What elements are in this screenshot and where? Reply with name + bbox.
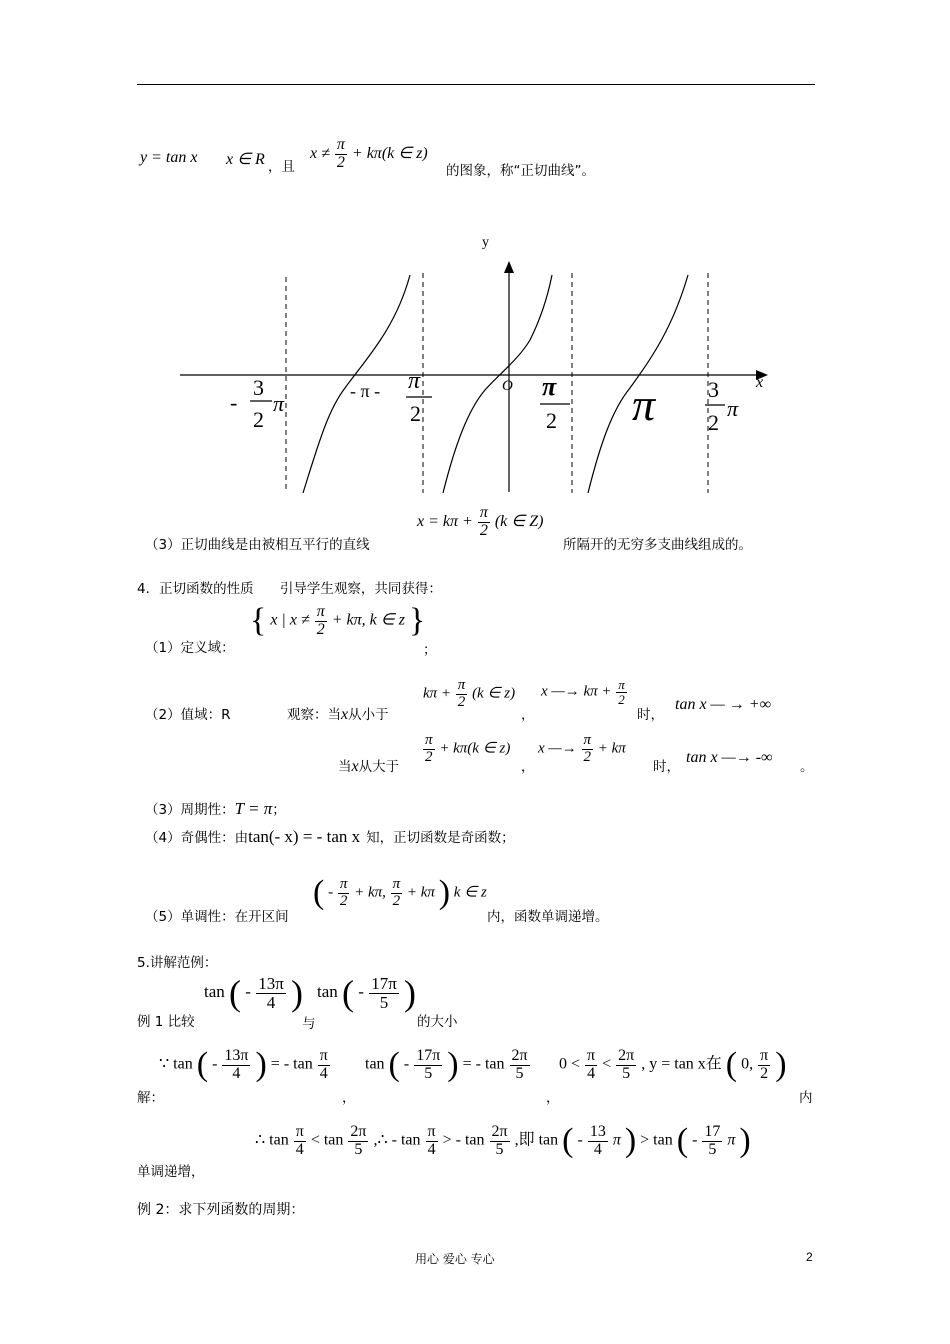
example2: 例 2：求下列函数的周期： bbox=[137, 1202, 305, 1218]
tick-neg-3half-pi: π bbox=[273, 391, 285, 416]
p2-shi: 时， bbox=[637, 707, 664, 723]
right-brace: } bbox=[408, 602, 426, 639]
tick-3half-den: 2 bbox=[708, 410, 719, 435]
frac-num: 2π bbox=[350, 1122, 367, 1140]
p4-label: （4）奇偶性：由 bbox=[145, 830, 249, 846]
eq-neg-tan: = - tan bbox=[462, 1055, 505, 1073]
frac-num: π bbox=[316, 602, 325, 620]
frac-num: π bbox=[618, 677, 625, 692]
x-axis-label: x bbox=[756, 374, 764, 391]
p2-result2: tan x —→ -∞ bbox=[686, 749, 773, 766]
frac-num: 13π bbox=[224, 1046, 249, 1064]
therefore: ∴ tan bbox=[255, 1131, 289, 1149]
frac-den: 4 bbox=[587, 1064, 596, 1082]
frac-num: 2π bbox=[511, 1046, 528, 1064]
tick-neg-3half-num: 3 bbox=[253, 375, 264, 400]
left-paren: ( bbox=[313, 874, 325, 911]
p2-comma2: ， bbox=[521, 759, 535, 775]
right-paren: ) bbox=[739, 1122, 751, 1159]
sol-frac-b bbox=[318, 1048, 330, 1083]
ex1-tail: 的大小 bbox=[417, 1014, 458, 1030]
eq-pre: x = kπ + bbox=[417, 512, 473, 530]
frac-num: 17 bbox=[704, 1122, 721, 1140]
tick-neg-3half-sign: - bbox=[230, 390, 238, 415]
p1-frac bbox=[315, 604, 327, 639]
frac-num: π bbox=[760, 1046, 769, 1064]
frac-num: 2π bbox=[618, 1046, 635, 1064]
frac-num: 2π bbox=[491, 1122, 508, 1140]
cond-frac bbox=[335, 137, 347, 172]
intro-cond bbox=[310, 137, 428, 172]
frac-num: 17π bbox=[416, 1046, 441, 1064]
sol2-frac-e bbox=[588, 1124, 608, 1159]
minus: - bbox=[577, 1131, 583, 1149]
ex1-frac1 bbox=[256, 975, 286, 1012]
frac-den: 2 bbox=[392, 892, 401, 909]
sol2-frac-c bbox=[426, 1124, 438, 1159]
left-paren: ( bbox=[562, 1122, 574, 1159]
frac-den: 2 bbox=[339, 892, 348, 909]
sol-expr2 bbox=[365, 1046, 531, 1084]
sol-frac-c bbox=[414, 1048, 442, 1083]
item3-label: （3）正切曲线是由被相互平行的直线 bbox=[145, 537, 370, 553]
minus: - bbox=[403, 1055, 410, 1073]
frac-den: 2 bbox=[618, 691, 625, 707]
sol2-frac-d bbox=[490, 1124, 510, 1159]
p4-parity bbox=[145, 826, 515, 847]
end: + kπ bbox=[406, 884, 435, 901]
right-paren: ) bbox=[624, 1122, 637, 1159]
section4-heading bbox=[137, 577, 442, 597]
frac-den: 4 bbox=[319, 1064, 328, 1082]
zero-lt: 0 < bbox=[559, 1055, 581, 1073]
tick-3half-pi: π bbox=[727, 396, 739, 421]
item3-frac bbox=[478, 505, 490, 540]
tick-neg-half-num: π bbox=[408, 368, 421, 394]
right-paren: ) bbox=[255, 1046, 267, 1083]
p2-kpi bbox=[423, 678, 515, 711]
frac-den: 2 bbox=[457, 693, 466, 710]
sol2-frac-f bbox=[702, 1124, 722, 1159]
tangent-branch-2 bbox=[443, 275, 552, 493]
frac-num: π bbox=[336, 136, 345, 153]
cond-pre: x ≠ bbox=[310, 144, 330, 162]
interval-pre: 0, bbox=[741, 1055, 754, 1073]
p2-result1: tan x — → +∞ bbox=[675, 696, 771, 713]
kpi-post: + kπ(k ∈ z) bbox=[439, 740, 511, 757]
minus: - bbox=[358, 981, 364, 1001]
ex1-frac2 bbox=[369, 975, 399, 1012]
var-x: x bbox=[341, 706, 349, 723]
p1-semi: ； bbox=[423, 642, 437, 658]
lt: < bbox=[602, 1055, 612, 1073]
tangent-graph bbox=[0, 225, 950, 525]
lt-tan: < tan bbox=[310, 1131, 344, 1149]
p5-interval bbox=[313, 874, 487, 912]
minus: - bbox=[328, 884, 334, 901]
frac-den: 2 bbox=[336, 153, 345, 171]
frac-num: π bbox=[319, 1046, 328, 1064]
cond: k ∈ z bbox=[453, 884, 487, 901]
right-paren: ) bbox=[775, 1046, 787, 1083]
p3-label: （3）周期性： bbox=[145, 802, 235, 818]
item3-tail: 所隔开的无穷多支曲线组成的。 bbox=[563, 537, 752, 553]
section5-heading: 5.讲解范例： bbox=[137, 955, 218, 971]
sol-expr3 bbox=[559, 1046, 787, 1084]
p5-tail: 内，函数单调递增。 bbox=[487, 909, 609, 925]
frac-num: π bbox=[295, 1122, 304, 1140]
p2-frac2 bbox=[423, 733, 435, 766]
p2-arrow1-frac bbox=[616, 678, 627, 706]
eq-neg-tan: = - tan bbox=[270, 1055, 313, 1073]
ex1-label: 例 1 比较 bbox=[137, 1014, 195, 1030]
left-paren: ( bbox=[725, 1046, 738, 1083]
kpi-post: (k ∈ z) bbox=[472, 685, 516, 702]
p5-label: （5）单调性：在开区间 bbox=[145, 909, 289, 925]
pi: π bbox=[727, 1131, 736, 1149]
minus: - bbox=[692, 1131, 698, 1149]
p4-eq: tan(- x) = - tan x bbox=[248, 827, 361, 846]
sol2-frac-a bbox=[294, 1124, 306, 1159]
sol-frac-a bbox=[222, 1048, 250, 1083]
frac-den: 5 bbox=[708, 1140, 717, 1158]
p4-tail: 知，正切函数是奇函数； bbox=[366, 830, 515, 846]
left-brace: { bbox=[250, 602, 267, 639]
frac-num: π bbox=[587, 1046, 596, 1064]
p2-observe bbox=[287, 703, 389, 724]
because: ∵ tan bbox=[159, 1055, 193, 1073]
frac-den: 4 bbox=[295, 1140, 304, 1158]
frac-den: 4 bbox=[232, 1064, 241, 1082]
p2-arrow1 bbox=[541, 678, 628, 706]
sol2-expr bbox=[255, 1122, 751, 1160]
frac-num: π bbox=[479, 504, 488, 521]
frac-num: π bbox=[392, 875, 401, 892]
arrow-pre: x —→ bbox=[538, 740, 577, 757]
p2-shi2: 时， bbox=[653, 759, 680, 775]
frac-num: π bbox=[425, 732, 433, 748]
minus: - bbox=[212, 1055, 218, 1073]
p1-label: （1）定义域： bbox=[145, 640, 235, 656]
frac-den: 2 bbox=[316, 620, 325, 638]
heading: 4．正切函数的性质 bbox=[137, 581, 254, 597]
right-paren: ) bbox=[438, 874, 451, 911]
p2-arrow2-frac bbox=[582, 733, 594, 766]
left-paren: ( bbox=[342, 973, 355, 1013]
gt-neg-tan: > - tan bbox=[442, 1131, 485, 1149]
y-tan: , y = tan x在 bbox=[641, 1055, 722, 1073]
y-axis-label: y bbox=[482, 235, 489, 250]
p3-eq: T = π bbox=[234, 799, 273, 818]
tick-neg-pi: - π - bbox=[350, 381, 381, 401]
frac-den: 5 bbox=[354, 1140, 363, 1158]
footer-text: 用心 爱心 专心 bbox=[415, 1252, 495, 1266]
sol2-frac-b bbox=[348, 1124, 368, 1159]
when: 当 bbox=[338, 759, 352, 775]
p2-label: （2）值域：R bbox=[145, 707, 231, 723]
page-number: 2 bbox=[806, 1250, 813, 1264]
ji: ,即 tan bbox=[514, 1131, 559, 1149]
arrow-post: + kπ bbox=[597, 740, 626, 757]
tick-3half-num: 3 bbox=[708, 377, 719, 402]
set-pre: x | x ≠ bbox=[270, 611, 310, 629]
p2-when2 bbox=[338, 755, 399, 776]
eq-post: (k ∈ Z) bbox=[494, 512, 544, 530]
frac-den: 2 bbox=[760, 1064, 769, 1082]
ex1-tan2 bbox=[317, 972, 416, 1014]
sol-nei: 内 bbox=[799, 1090, 813, 1106]
therefore2: ,∴ - tan bbox=[373, 1131, 421, 1149]
tick-half-num: π bbox=[542, 372, 557, 401]
cond-post: + kπ(k ∈ z) bbox=[351, 144, 428, 162]
from-above: 从大于 bbox=[358, 759, 400, 775]
sol-expr1 bbox=[159, 1046, 331, 1084]
frac-den: 5 bbox=[515, 1064, 524, 1082]
sol-frac-e bbox=[585, 1048, 597, 1083]
frac-num: π bbox=[427, 1122, 436, 1140]
tan: tan bbox=[317, 981, 338, 1001]
sol-comma1: ， bbox=[342, 1090, 356, 1106]
left-paren: ( bbox=[196, 1046, 209, 1083]
p2-period: 。 bbox=[800, 759, 814, 775]
pi: π bbox=[612, 1131, 621, 1149]
left-paren: ( bbox=[229, 973, 242, 1013]
p3-period bbox=[145, 798, 286, 819]
intro-and: ，且 bbox=[268, 159, 295, 175]
header-rule bbox=[137, 84, 815, 85]
frac-den: 2 bbox=[425, 748, 433, 765]
gt-tan: > tan bbox=[640, 1131, 673, 1149]
p2-comma: ， bbox=[521, 707, 535, 723]
frac-num: 13π bbox=[258, 973, 284, 993]
frac-num: 17π bbox=[371, 973, 397, 993]
p2-frac bbox=[456, 678, 468, 711]
mid: + kπ, bbox=[354, 884, 386, 901]
frac-num: π bbox=[339, 875, 348, 892]
ex1-yu: 与 bbox=[302, 1016, 316, 1032]
tick-half-den: 2 bbox=[546, 408, 557, 433]
ex1-tan1 bbox=[204, 972, 303, 1014]
p3-semi: ； bbox=[272, 802, 286, 818]
tan: tan bbox=[365, 1055, 385, 1073]
left-paren: ( bbox=[388, 1046, 400, 1083]
y-axis-arrow bbox=[504, 261, 514, 273]
frac-den: 2 bbox=[583, 748, 591, 765]
frac-den: 2 bbox=[479, 521, 488, 539]
sol-frac-g bbox=[758, 1048, 770, 1083]
p5-frac1 bbox=[338, 877, 350, 910]
left-paren: ( bbox=[676, 1122, 689, 1159]
kpi-pre: kπ + bbox=[423, 685, 452, 702]
minus: - bbox=[245, 981, 251, 1001]
frac-den: 5 bbox=[495, 1140, 504, 1158]
p2-kpi2 bbox=[422, 733, 510, 766]
right-paren: ) bbox=[447, 1046, 459, 1083]
subheading: 引导学生观察，共同获得： bbox=[279, 581, 442, 597]
var-x: x bbox=[351, 758, 359, 775]
set-post: + kπ, k ∈ z bbox=[331, 611, 405, 629]
frac-den: 5 bbox=[379, 992, 389, 1012]
item3-eq bbox=[417, 505, 543, 540]
p1-set bbox=[250, 602, 425, 640]
sol-frac-f bbox=[616, 1048, 636, 1083]
right-paren: ) bbox=[291, 973, 304, 1013]
frac-den: 5 bbox=[622, 1064, 631, 1082]
frac-num: π bbox=[457, 677, 466, 693]
origin-label: O bbox=[502, 378, 513, 394]
sol-comma2: ， bbox=[546, 1090, 560, 1106]
intro-domain: x ∈ R bbox=[226, 151, 265, 168]
sol-label: 解： bbox=[137, 1090, 164, 1106]
sol2-label: 单调递增， bbox=[137, 1164, 205, 1180]
tick-neg-half-den: 2 bbox=[410, 401, 421, 426]
arrow-pre: x —→ kπ + bbox=[541, 683, 612, 700]
observe: 观察：当 bbox=[287, 707, 341, 723]
right-paren: ) bbox=[404, 973, 417, 1013]
frac-den: 4 bbox=[593, 1140, 602, 1158]
tick-pi: π bbox=[632, 379, 656, 430]
frac-den: 4 bbox=[266, 992, 276, 1012]
sol-frac-d bbox=[510, 1048, 530, 1083]
from-below: 从小于 bbox=[348, 707, 389, 723]
frac-den: 5 bbox=[424, 1064, 433, 1082]
frac-num: π bbox=[583, 732, 592, 748]
intro-eq: y = tan x bbox=[140, 149, 198, 166]
frac-den: 4 bbox=[427, 1140, 436, 1158]
frac-num: 13 bbox=[589, 1122, 606, 1140]
intro-tail: 的图象，称“正切曲线”。 bbox=[446, 163, 595, 179]
p2-arrow2 bbox=[538, 733, 626, 766]
tan: tan bbox=[204, 981, 225, 1001]
p5-frac2 bbox=[391, 877, 403, 910]
tick-neg-3half-den: 2 bbox=[253, 407, 264, 432]
